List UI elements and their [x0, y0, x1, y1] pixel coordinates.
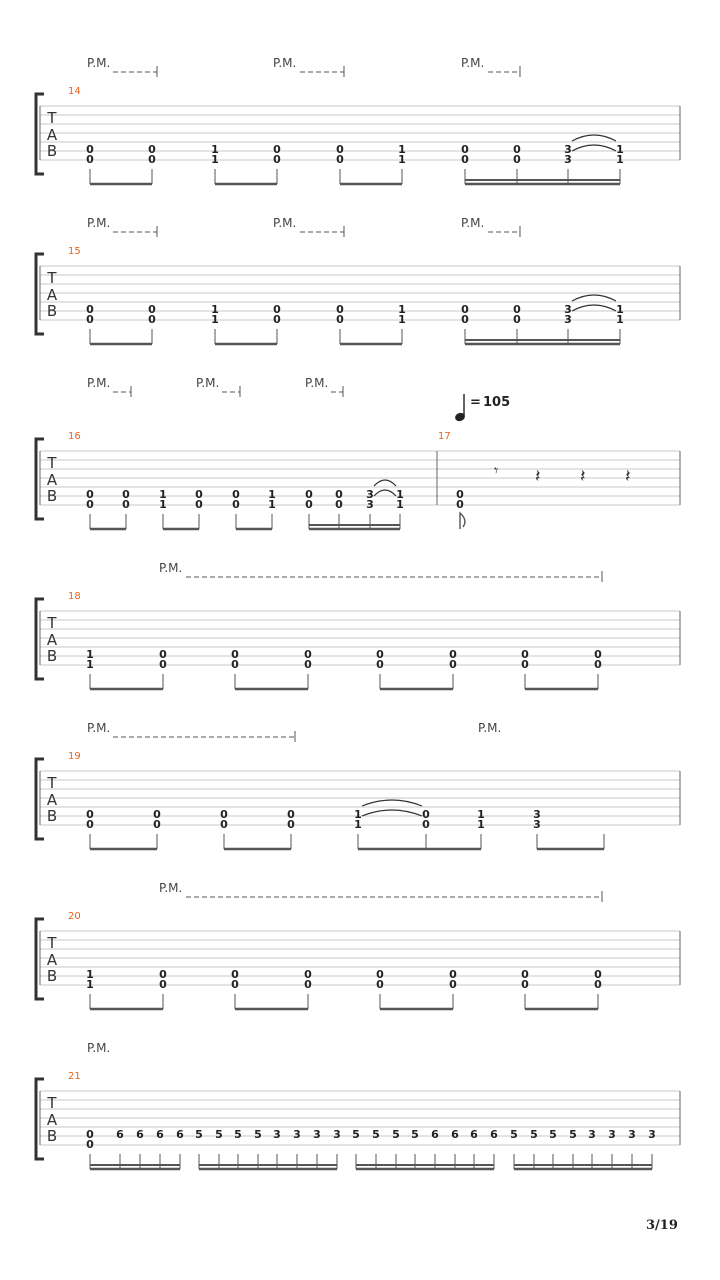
- fret-number: 0: [594, 968, 602, 981]
- fret-number: 5: [215, 1128, 223, 1141]
- tab-clef-a: A: [46, 1111, 58, 1129]
- fret-number: 5: [510, 1128, 518, 1141]
- fret-number: 0: [86, 818, 94, 831]
- fret-number: 3: [533, 818, 541, 831]
- fret-number: 1: [398, 143, 406, 156]
- fret-number: 1: [268, 498, 276, 511]
- fret-number: 1: [211, 143, 219, 156]
- tab-clef-a: A: [46, 471, 58, 489]
- fret-number: 0: [336, 143, 344, 156]
- fret-number: 3: [564, 313, 572, 326]
- fret-number: 0: [456, 488, 464, 501]
- tie: [572, 135, 616, 141]
- fret-number: 0: [336, 303, 344, 316]
- fret-number: 0: [159, 968, 167, 981]
- fret-number: 1: [354, 808, 362, 821]
- tie: [362, 810, 422, 816]
- tab-clef-a: A: [46, 951, 58, 969]
- fret-number: 0: [335, 498, 343, 511]
- tie: [572, 295, 616, 301]
- tempo-equals: =: [470, 395, 481, 410]
- tab-clef-a: A: [46, 791, 58, 809]
- tie: [362, 800, 422, 806]
- tab-system-6: [36, 881, 680, 1009]
- tab-system-4: [36, 561, 680, 689]
- fret-number: 0: [304, 658, 312, 671]
- tab-system-5: [36, 721, 680, 849]
- fret-number: 3: [273, 1128, 281, 1141]
- measure-number: 19: [68, 751, 81, 762]
- fret-number: 0: [594, 978, 602, 991]
- palm-mute-label: P.M.: [273, 56, 297, 70]
- fret-number: 6: [451, 1128, 459, 1141]
- fret-number: 0: [148, 143, 156, 156]
- tie: [572, 145, 616, 151]
- fret-number: 0: [153, 808, 161, 821]
- fret-number: 3: [366, 498, 374, 511]
- fret-number: 5: [254, 1128, 262, 1141]
- fret-number: 0: [422, 818, 430, 831]
- fret-number: 5: [569, 1128, 577, 1141]
- fret-number: 3: [648, 1128, 656, 1141]
- fret-number: 0: [521, 978, 529, 991]
- fret-number: 0: [86, 488, 94, 501]
- quarter-rest-icon: 𝄽: [535, 466, 541, 487]
- fret-number: 0: [335, 488, 343, 501]
- fret-number: 0: [159, 648, 167, 661]
- palm-mute-label: P.M.: [305, 376, 329, 390]
- fret-number: 0: [232, 498, 240, 511]
- fret-number: 1: [616, 153, 624, 166]
- fret-number: 1: [398, 153, 406, 166]
- tab-clef-b: B: [46, 487, 58, 505]
- quarter-rest-icon: 𝄽: [580, 466, 586, 487]
- measure-number: 14: [68, 86, 81, 97]
- measure-number: 20: [68, 911, 81, 922]
- fret-number: 0: [122, 498, 130, 511]
- palm-mute-label: P.M.: [159, 881, 183, 895]
- tab-system-1: [36, 56, 680, 184]
- fret-number: 0: [376, 978, 384, 991]
- fret-number: 1: [268, 488, 276, 501]
- fret-number: 6: [176, 1128, 184, 1141]
- fret-number: 0: [305, 488, 313, 501]
- tab-clef-b: B: [46, 142, 58, 160]
- fret-number: 3: [628, 1128, 636, 1141]
- palm-mute-label: P.M.: [461, 56, 485, 70]
- fret-number: 5: [234, 1128, 242, 1141]
- tie: [572, 305, 616, 311]
- measure-number: 17: [438, 431, 451, 442]
- fret-number: 0: [304, 978, 312, 991]
- fret-number: 3: [533, 808, 541, 821]
- tab-clef-a: A: [46, 286, 58, 304]
- fret-number: 0: [86, 1128, 94, 1141]
- fret-number: 0: [287, 818, 295, 831]
- fret-number: 0: [86, 498, 94, 511]
- fret-number: 1: [211, 153, 219, 166]
- palm-mute-label: P.M.: [87, 216, 111, 230]
- fret-number: 5: [549, 1128, 557, 1141]
- tab-clef-t: T: [47, 454, 57, 472]
- tab-clef-b: B: [46, 807, 58, 825]
- eighth-rest-icon: 𝄾: [494, 461, 499, 480]
- fret-number: 0: [148, 303, 156, 316]
- fret-number: 1: [86, 978, 94, 991]
- measure-number: 21: [68, 1071, 81, 1082]
- fret-number: 0: [231, 978, 239, 991]
- fret-number: 1: [354, 818, 362, 831]
- fret-number: 1: [86, 658, 94, 671]
- fret-number: 3: [333, 1128, 341, 1141]
- fret-number: 0: [336, 313, 344, 326]
- fret-number: 3: [564, 303, 572, 316]
- fret-number: 0: [273, 153, 281, 166]
- fret-number: 3: [366, 488, 374, 501]
- fret-number: 0: [86, 808, 94, 821]
- fret-number: 0: [449, 978, 457, 991]
- tab-clef-b: B: [46, 967, 58, 985]
- fret-number: 0: [195, 498, 203, 511]
- fret-number: 0: [122, 488, 130, 501]
- fret-number: 0: [220, 818, 228, 831]
- fret-number: 1: [396, 488, 404, 501]
- fret-number: 0: [521, 658, 529, 671]
- fret-number: 3: [564, 153, 572, 166]
- fret-number: 0: [336, 153, 344, 166]
- fret-number: 0: [195, 488, 203, 501]
- fret-number: 0: [231, 658, 239, 671]
- fret-number: 0: [86, 143, 94, 156]
- note-flag: [460, 513, 465, 529]
- measure-number: 15: [68, 246, 81, 257]
- fret-number: 0: [461, 303, 469, 316]
- palm-mute-label: P.M.: [196, 376, 220, 390]
- fret-number: 0: [153, 818, 161, 831]
- tab-clef-a: A: [46, 126, 58, 144]
- fret-number: 0: [449, 658, 457, 671]
- fret-number: 3: [608, 1128, 616, 1141]
- fret-number: 0: [513, 153, 521, 166]
- fret-number: 0: [159, 658, 167, 671]
- fret-number: 1: [159, 498, 167, 511]
- fret-number: 0: [231, 968, 239, 981]
- tab-clef-t: T: [47, 269, 57, 287]
- fret-number: 1: [211, 303, 219, 316]
- fret-number: 0: [594, 648, 602, 661]
- fret-number: 0: [287, 808, 295, 821]
- measure-number: 18: [68, 591, 81, 602]
- fret-number: 5: [195, 1128, 203, 1141]
- fret-number: 0: [376, 658, 384, 671]
- fret-number: 0: [521, 968, 529, 981]
- fret-number: 3: [313, 1128, 321, 1141]
- fret-number: 1: [398, 303, 406, 316]
- fret-number: 0: [86, 303, 94, 316]
- fret-number: 1: [477, 818, 485, 831]
- fret-number: 5: [392, 1128, 400, 1141]
- palm-mute-label: P.M.: [273, 216, 297, 230]
- palm-mute-label: P.M.: [87, 376, 111, 390]
- fret-number: 0: [461, 143, 469, 156]
- palm-mute-label: P.M.: [87, 721, 111, 735]
- fret-number: 0: [148, 313, 156, 326]
- fret-number: 1: [616, 303, 624, 316]
- fret-number: 0: [86, 153, 94, 166]
- palm-mute-label: P.M.: [478, 721, 502, 735]
- fret-number: 0: [521, 648, 529, 661]
- fret-number: 0: [594, 658, 602, 671]
- fret-number: 1: [477, 808, 485, 821]
- fret-number: 1: [396, 498, 404, 511]
- fret-number: 1: [86, 968, 94, 981]
- fret-number: 6: [156, 1128, 164, 1141]
- fret-number: 0: [449, 648, 457, 661]
- fret-number: 6: [136, 1128, 144, 1141]
- palm-mute-label: P.M.: [87, 1041, 111, 1055]
- fret-number: 0: [86, 313, 94, 326]
- tab-clef-a: A: [46, 631, 58, 649]
- fret-number: 0: [422, 808, 430, 821]
- fret-number: 6: [116, 1128, 124, 1141]
- tab-clef-b: B: [46, 1127, 58, 1145]
- tab-system-7: [36, 1041, 680, 1169]
- tab-clef-t: T: [47, 614, 57, 632]
- fret-number: 0: [376, 968, 384, 981]
- page-number: 3/19: [646, 1218, 678, 1233]
- tab-clef-t: T: [47, 934, 57, 952]
- fret-number: 0: [449, 968, 457, 981]
- tempo-value: 105: [483, 395, 511, 410]
- fret-number: 0: [148, 153, 156, 166]
- fret-number: 0: [513, 313, 521, 326]
- fret-number: 0: [461, 313, 469, 326]
- fret-number: 1: [616, 313, 624, 326]
- tab-system-3: [36, 376, 680, 529]
- tie: [374, 480, 396, 486]
- fret-number: 0: [513, 303, 521, 316]
- tab-clef-b: B: [46, 302, 58, 320]
- fret-number: 1: [159, 488, 167, 501]
- fret-number: 6: [470, 1128, 478, 1141]
- fret-number: 5: [372, 1128, 380, 1141]
- fret-number: 0: [456, 498, 464, 511]
- fret-number: 0: [232, 488, 240, 501]
- fret-number: 1: [86, 648, 94, 661]
- fret-number: 0: [273, 313, 281, 326]
- fret-number: 0: [304, 968, 312, 981]
- fret-number: 0: [220, 808, 228, 821]
- fret-number: 3: [293, 1128, 301, 1141]
- fret-number: 1: [616, 143, 624, 156]
- fret-number: 3: [564, 143, 572, 156]
- fret-number: 5: [411, 1128, 419, 1141]
- palm-mute-label: P.M.: [87, 56, 111, 70]
- fret-number: 0: [86, 1138, 94, 1151]
- measure-number: 16: [68, 431, 81, 442]
- fret-number: 5: [530, 1128, 538, 1141]
- tab-clef-t: T: [47, 774, 57, 792]
- fret-number: 0: [304, 648, 312, 661]
- tie: [374, 490, 396, 496]
- fret-number: 1: [211, 313, 219, 326]
- tab-system-2: [36, 216, 680, 344]
- fret-number: 0: [159, 978, 167, 991]
- tab-clef-b: B: [46, 647, 58, 665]
- tab-clef-t: T: [47, 109, 57, 127]
- fret-number: 3: [588, 1128, 596, 1141]
- fret-number: 0: [305, 498, 313, 511]
- fret-number: 0: [273, 303, 281, 316]
- fret-number: 5: [352, 1128, 360, 1141]
- palm-mute-label: P.M.: [159, 561, 183, 575]
- quarter-rest-icon: 𝄽: [625, 466, 631, 487]
- fret-number: 0: [376, 648, 384, 661]
- fret-number: 6: [431, 1128, 439, 1141]
- fret-number: 1: [398, 313, 406, 326]
- tab-clef-t: T: [47, 1094, 57, 1112]
- fret-number: 0: [231, 648, 239, 661]
- fret-number: 0: [461, 153, 469, 166]
- fret-number: 0: [513, 143, 521, 156]
- fret-number: 6: [490, 1128, 498, 1141]
- palm-mute-label: P.M.: [461, 216, 485, 230]
- fret-number: 0: [273, 143, 281, 156]
